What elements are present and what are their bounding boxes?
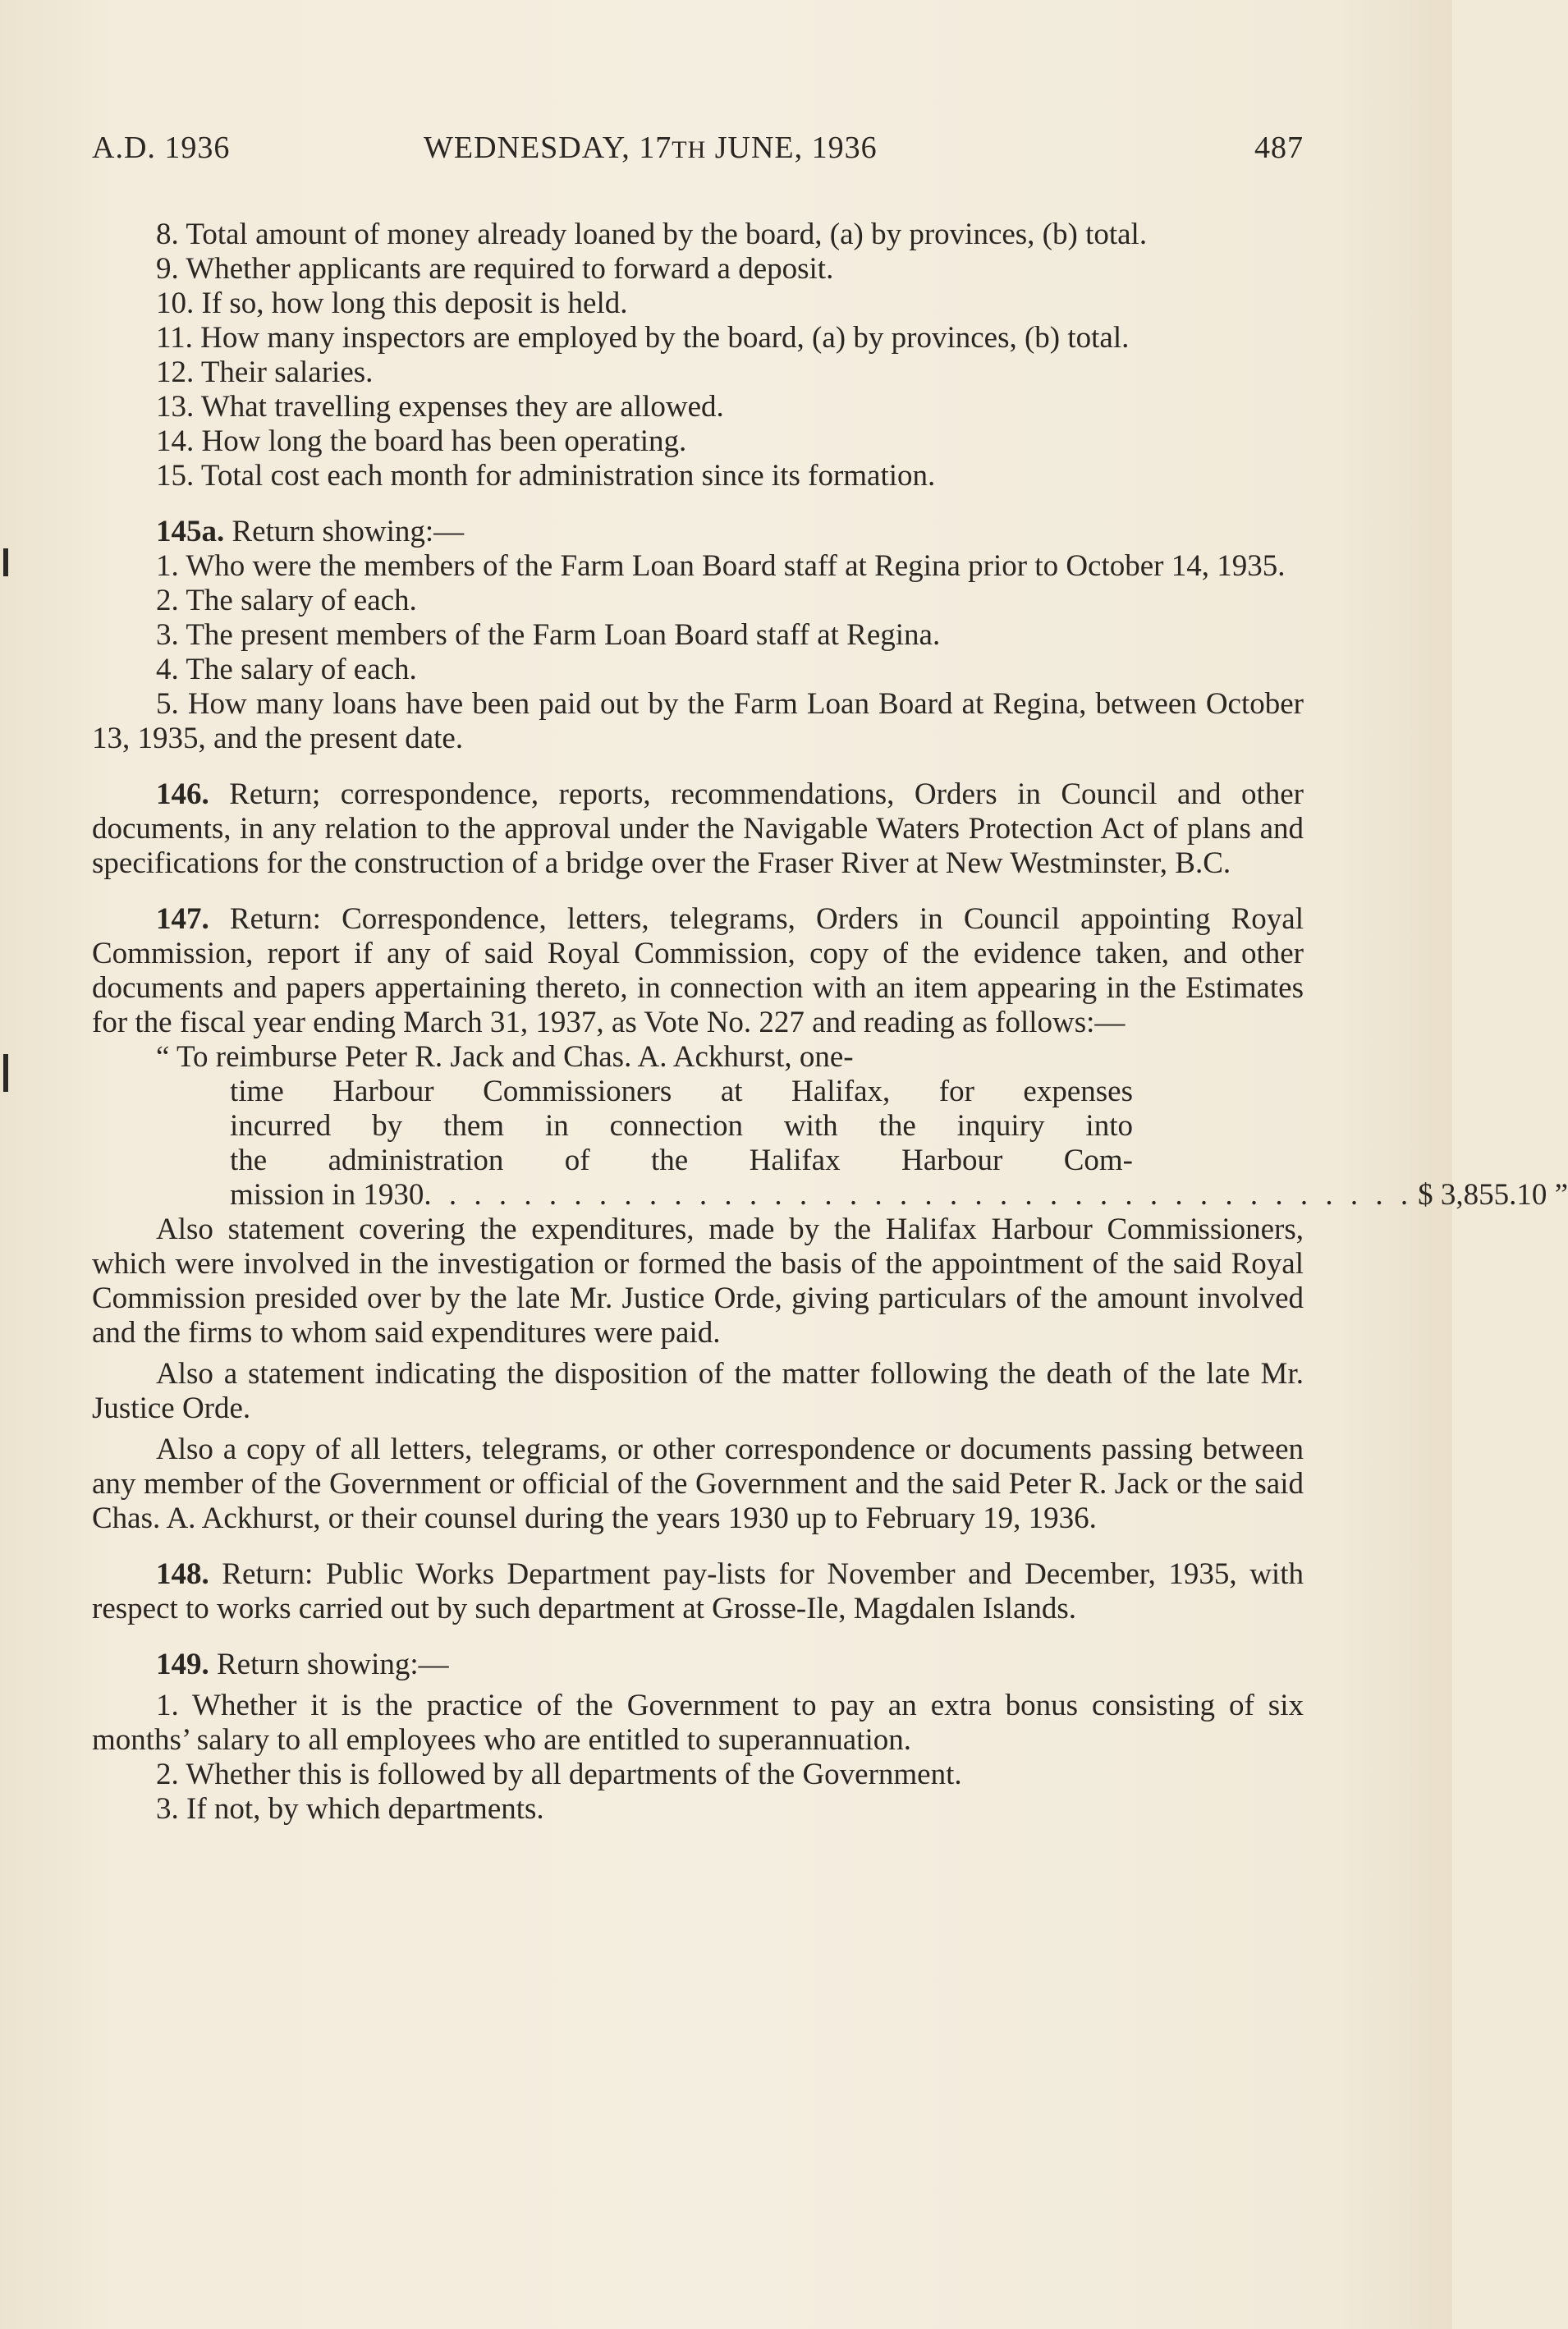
list-item: 13. What travelling expenses they are allowed. — [156, 390, 724, 424]
leader-dots: . . . . . . . . . . . . . . . . . . . . . . . . . . . . . . . . . . . . . . . . — [424, 1178, 1414, 1212]
document-body — [92, 218, 1568, 1827]
paragraph: Also a copy of all letters, telegrams, or other correspondence or documents passing between any member of the Government or official of the Government and the said Peter R. Jack or the said Chas. A. Ackhurst, or their counsel during the years 1930 up to February 19, 1936. — [92, 1433, 1304, 1535]
list-item: 3. If not, by which departments. — [156, 1792, 544, 1826]
binding-mark — [3, 548, 8, 576]
quote-line: “ To reimburse Peter R. Jack and Chas. A. Ackhurst, one- — [156, 1040, 854, 1074]
list-item: 5. How many loans have been paid out by the Farm Loan Board at Regina, between October 13, 1935, and the present date. — [92, 687, 1304, 755]
running-header — [92, 130, 1304, 176]
return-number: 149. — [156, 1648, 209, 1681]
list-item: 2. The salary of each. — [156, 584, 417, 617]
return-number: 147. — [156, 902, 209, 936]
binding-mark — [3, 1054, 8, 1092]
header-date: WEDNESDAY, 17TH JUNE, 1936 — [424, 131, 878, 165]
list-item: 15. Total cost each month for administration since its formation. — [156, 459, 936, 493]
list-item: 11. How many inspectors are employed by the board, (a) by provinces, (b) total. — [156, 321, 1130, 355]
paragraph: Also a statement indicating the disposition of the matter following the death of the late Mr. Justice Orde. — [92, 1357, 1304, 1425]
vote-amount: $ 3,855.10 ” — [1418, 1178, 1568, 1212]
quote-line: time Harbour Commissioners at Halifax, for expenses — [230, 1075, 1133, 1108]
estimate-quotation — [156, 1040, 1568, 1213]
return-147-paragraph: 147. Return: Correspondence, letters, telegrams, Orders in Council appointing Royal Commission, report if any of said Royal Commission, copy of the evidence taken, and other documents and papers appertaining thereto, in connection with an item appearing in the Estimates for the fiscal year ending March 31, 1937, as Vote No. 227 and reading as follows:— — [92, 902, 1304, 1039]
list-item: 9. Whether applicants are required to forward a deposit. — [156, 252, 834, 286]
list-item: 1. Whether it is the practice of the Government to pay an extra bonus consisting of six months’ salary to all employees who are entitled to superannuation. — [92, 1689, 1304, 1757]
return-146-paragraph: 146. Return; correspondence, reports, recommendations, Orders in Council and other documents, in any relation to the approval under the Navigable Waters Protection Act of plans and specifications for the construction of a bridge over the Fraser River at New Westminster, B.C. — [92, 777, 1304, 880]
quote-line: incurred by them in connection with the inquiry into — [230, 1109, 1133, 1143]
list-item: 10. If so, how long this deposit is held. — [156, 287, 628, 320]
return-148-paragraph: 148. Return: Public Works Department pay-lists for November and December, 1935, with respect to works carried out by such department at Grosse-Ile, Magdalen Islands. — [92, 1557, 1304, 1625]
return-149-heading: 149. Return showing:— — [156, 1648, 449, 1681]
list-item: 3. The present members of the Farm Loan Board staff at Regina. — [156, 618, 941, 652]
list-item: 4. The salary of each. — [156, 653, 417, 686]
return-number: 145a. — [156, 515, 225, 548]
list-item: 1. Who were the members of the Farm Loan Board staff at Regina prior to October 14, 1935. — [156, 549, 1286, 583]
quote-line: the administration of the Halifax Harbour Com- — [230, 1144, 1133, 1177]
return-number: 148. — [156, 1557, 209, 1591]
header-year: A.D. 1936 — [92, 131, 231, 165]
list-item: 14. How long the board has been operating. — [156, 424, 687, 458]
list-item: 2. Whether this is followed by all departments of the Government. — [156, 1758, 962, 1791]
return-145a-heading: 145a. Return showing:— — [156, 515, 465, 548]
quote-amount-line: mission in 1930 . . . . . . . . . . . . . . . . . . . . . . . . . . . . . . . . . . . . . . . . $ 3,855.10 ” — [230, 1178, 1568, 1212]
return-number: 146. — [156, 777, 209, 811]
list-item: 8. Total amount of money already loaned by the board, (a) by provinces, (b) total. — [156, 218, 1148, 251]
paragraph: Also statement covering the expenditures, made by the Halifax Harbour Commissioners, which were involved in the investigation or formed the basis of the appointment of the said Royal Commission presided over by the late Mr. Justice Orde, giving particulars of the amount involved and the firms to whom said expenditures were paid. — [92, 1213, 1304, 1350]
list-item: 12. Their salaries. — [156, 355, 374, 389]
page-number: 487 — [1254, 131, 1304, 165]
